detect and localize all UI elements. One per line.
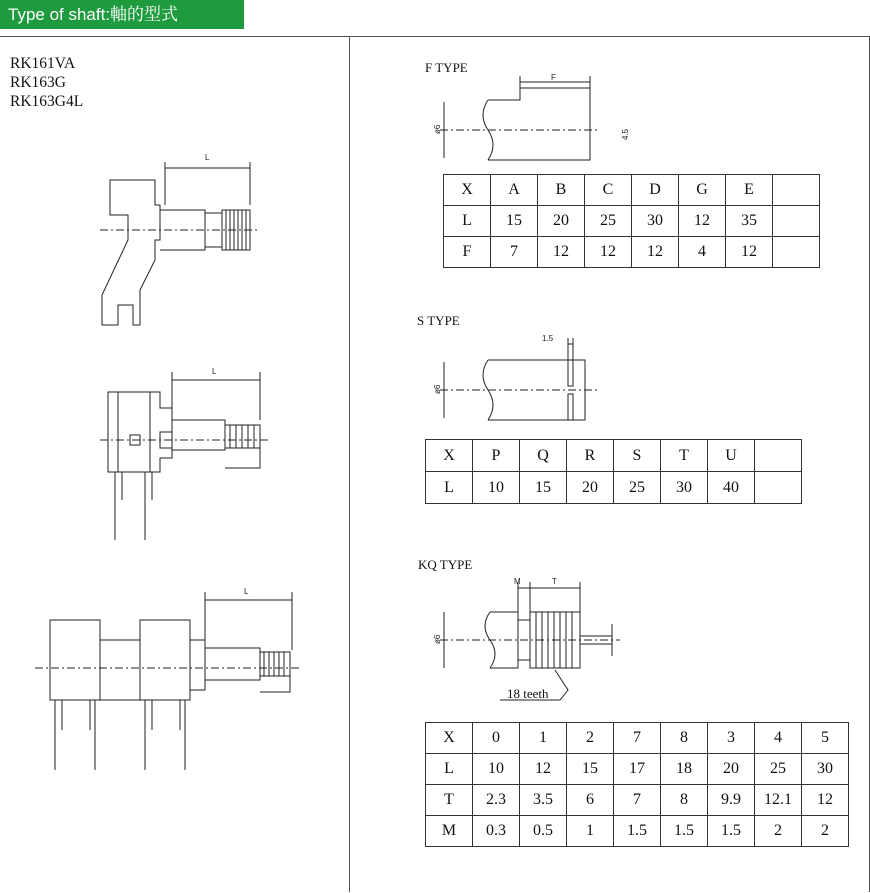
table-cell: 12	[632, 237, 679, 268]
table-cell: 30	[661, 472, 708, 504]
table-cell: 2	[755, 816, 802, 847]
dim-label-phi6: ø6	[433, 384, 442, 394]
table-cell: 9.9	[708, 785, 755, 816]
table-cell: 8	[661, 785, 708, 816]
table-cell: 1	[567, 816, 614, 847]
table-cell: 4	[679, 237, 726, 268]
dim-label-m: M	[514, 577, 521, 586]
table-cell: U	[708, 440, 755, 472]
kq-type-table	[425, 722, 849, 847]
row-header-cell: L	[426, 472, 473, 504]
table-cell: 7	[491, 237, 538, 268]
f-type-table-body	[444, 175, 820, 268]
table-cell: 0	[473, 723, 520, 754]
table-cell: 7	[614, 723, 661, 754]
s-type-table-body	[426, 440, 802, 504]
table-cell: T	[661, 440, 708, 472]
table-cell: 0.5	[520, 816, 567, 847]
kq-type-table-body	[426, 723, 849, 847]
row-header-cell: F	[444, 237, 491, 268]
row-header-cell: X	[426, 723, 473, 754]
dim-label-t: T	[552, 577, 557, 586]
table-cell: 15	[491, 206, 538, 237]
table-cell: 1.5	[661, 816, 708, 847]
table-row	[426, 785, 849, 816]
table-row	[426, 472, 802, 504]
table-cell	[773, 206, 820, 237]
table-cell: 12	[538, 237, 585, 268]
s-type-shaft-drawing	[440, 338, 600, 420]
kq-type-shaft-drawing	[440, 582, 620, 700]
dim-label-f: F	[551, 73, 556, 82]
table-cell: 2.3	[473, 785, 520, 816]
table-cell	[773, 175, 820, 206]
table-cell: E	[726, 175, 773, 206]
f-type-shaft-drawing	[440, 76, 600, 160]
row-header-cell: L	[426, 754, 473, 785]
table-row	[444, 206, 820, 237]
table-cell: 20	[538, 206, 585, 237]
table-cell: P	[473, 440, 520, 472]
dim-label-l: L	[205, 153, 210, 162]
f-type-title: F TYPE	[425, 60, 468, 75]
table-cell: R	[567, 440, 614, 472]
table-cell: 10	[473, 472, 520, 504]
model-name: RK163G4L	[10, 93, 84, 110]
table-cell: 7	[614, 785, 661, 816]
dim-label-phi6: ø6	[433, 634, 442, 644]
table-cell: 3.5	[520, 785, 567, 816]
model-name: RK163G	[10, 74, 66, 91]
table-row	[426, 816, 849, 847]
table-cell: 1	[520, 723, 567, 754]
table-cell: 25	[755, 754, 802, 785]
table-cell: 8	[661, 723, 708, 754]
table-cell	[773, 237, 820, 268]
dim-label-h45: 4.5	[621, 128, 630, 140]
table-cell: 20	[567, 472, 614, 504]
teeth-label: 18 teeth	[507, 686, 549, 701]
table-cell: 12	[679, 206, 726, 237]
row-header-cell: M	[426, 816, 473, 847]
table-cell: 30	[802, 754, 849, 785]
table-row	[444, 237, 820, 268]
table-cell	[755, 472, 802, 504]
section-header: Type of shaft:軸的型式	[0, 0, 244, 29]
table-row	[444, 175, 820, 206]
table-cell: G	[679, 175, 726, 206]
table-row	[426, 723, 849, 754]
table-cell: 12	[802, 785, 849, 816]
table-cell: 5	[802, 723, 849, 754]
potentiometer-drawing-single	[100, 162, 260, 325]
table-cell: 40	[708, 472, 755, 504]
s-type-table	[425, 439, 802, 504]
table-cell	[755, 440, 802, 472]
dim-label-l: L	[244, 587, 249, 596]
table-cell: 1.5	[614, 816, 661, 847]
table-row	[426, 754, 849, 785]
row-header-cell: T	[426, 785, 473, 816]
table-cell: 2	[567, 723, 614, 754]
table-cell: 12	[520, 754, 567, 785]
potentiometer-drawing-quad	[35, 592, 300, 770]
table-cell: 17	[614, 754, 661, 785]
table-cell: 1.5	[708, 816, 755, 847]
table-cell: 15	[567, 754, 614, 785]
table-cell: Q	[520, 440, 567, 472]
row-header-cell: L	[444, 206, 491, 237]
table-row	[426, 440, 802, 472]
table-cell: 15	[520, 472, 567, 504]
dim-label-s15: 1.5	[542, 334, 554, 343]
table-cell: 25	[614, 472, 661, 504]
table-cell: 30	[632, 206, 679, 237]
table-cell: 3	[708, 723, 755, 754]
kq-type-title: KQ TYPE	[418, 557, 473, 572]
potentiometer-drawing-dual	[100, 372, 270, 540]
dim-label-phi6: ø6	[433, 124, 442, 134]
table-cell: B	[538, 175, 585, 206]
table-cell: D	[632, 175, 679, 206]
table-cell: 12	[726, 237, 773, 268]
s-type-title: S TYPE	[417, 313, 460, 328]
table-cell: 6	[567, 785, 614, 816]
dim-label-l: L	[212, 367, 217, 376]
table-cell: 12	[585, 237, 632, 268]
table-cell: 20	[708, 754, 755, 785]
f-type-table	[443, 174, 820, 268]
table-cell: 18	[661, 754, 708, 785]
table-cell: A	[491, 175, 538, 206]
table-cell: 35	[726, 206, 773, 237]
table-cell: 4	[755, 723, 802, 754]
table-cell: C	[585, 175, 632, 206]
table-cell: 10	[473, 754, 520, 785]
table-cell: S	[614, 440, 661, 472]
row-header-cell: X	[444, 175, 491, 206]
row-header-cell: X	[426, 440, 473, 472]
model-name: RK161VA	[10, 55, 76, 72]
table-cell: 25	[585, 206, 632, 237]
table-cell: 2	[802, 816, 849, 847]
table-cell: 0.3	[473, 816, 520, 847]
table-cell: 12.1	[755, 785, 802, 816]
